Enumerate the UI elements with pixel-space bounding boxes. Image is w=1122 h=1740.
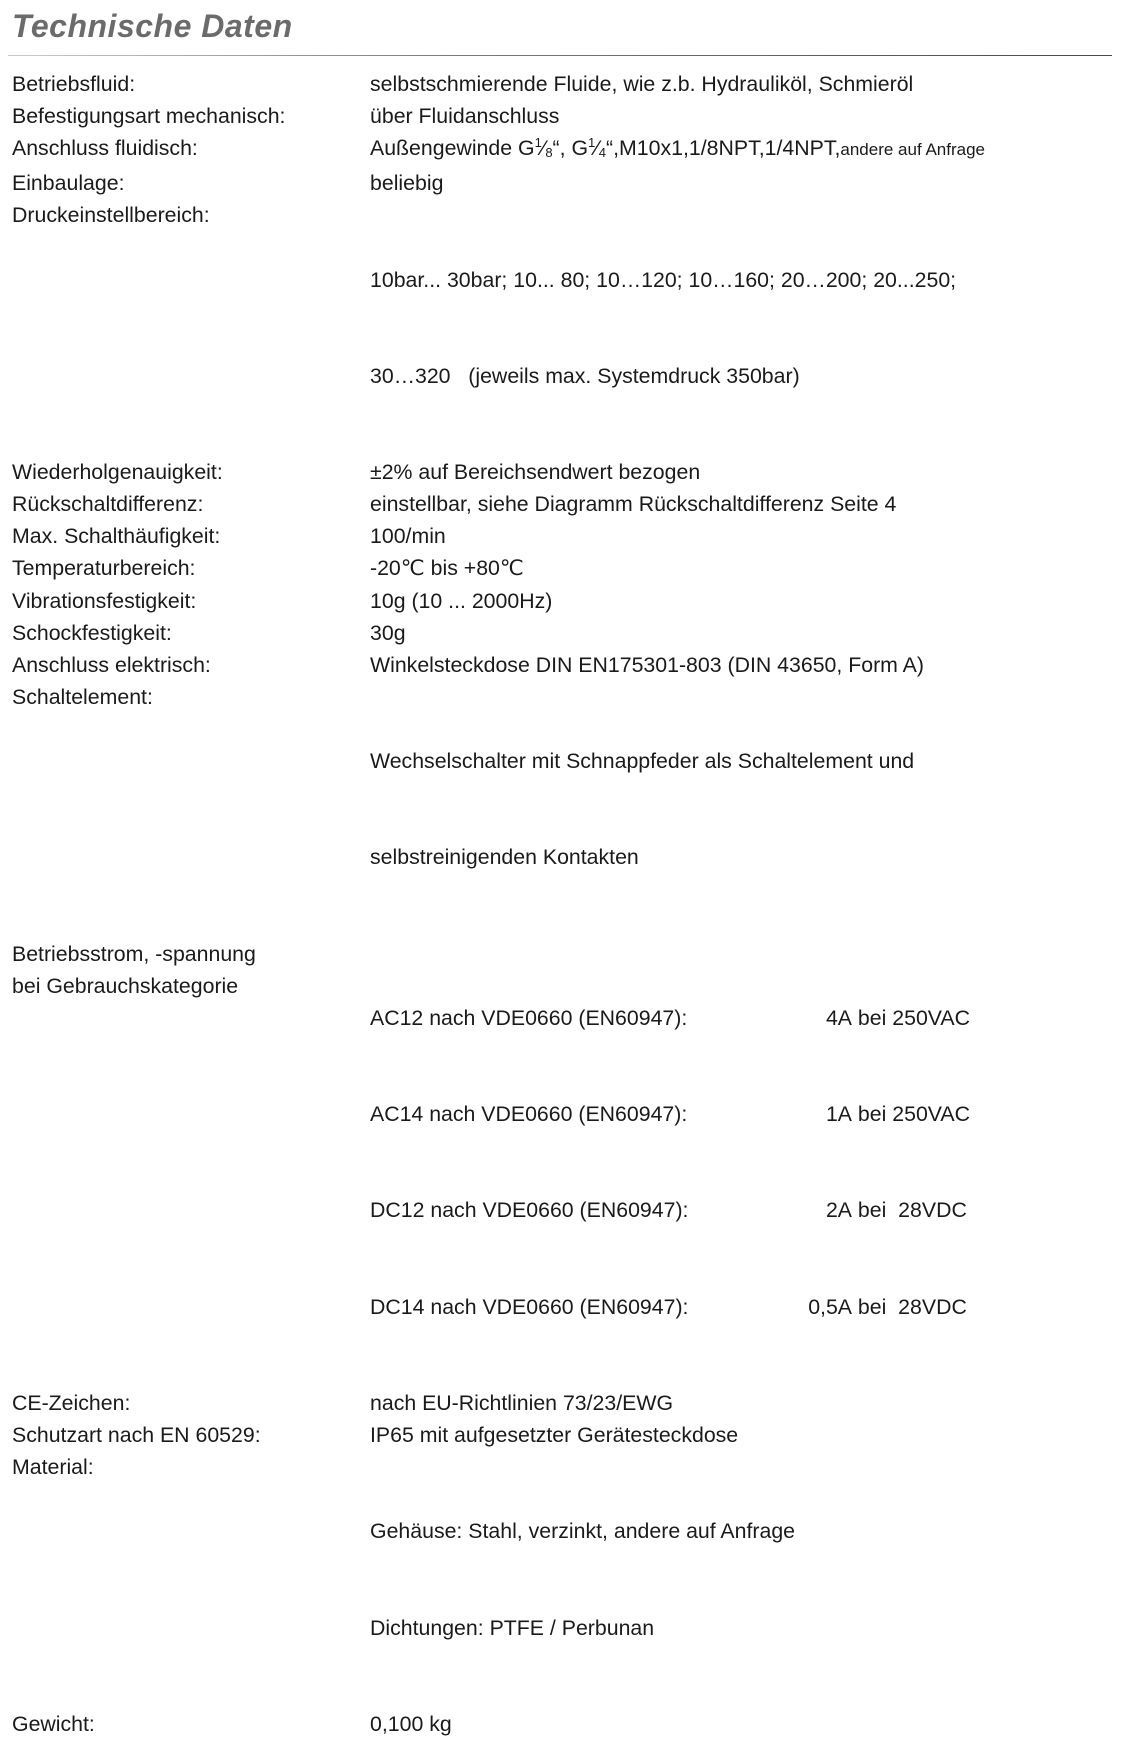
spec-row-vibrationsfestigkeit xyxy=(12,585,1120,617)
rated-current: 2A xyxy=(825,1198,852,1223)
spec-row-schockfestigkeit xyxy=(12,617,1120,649)
usage-category: DC14 nach VDE0660 (EN60947): xyxy=(370,1294,689,1319)
spec-value-line: 10bar... 30bar; 10... 80; 10…120; 10…160; 20…200; 20...250; xyxy=(370,267,957,292)
fraction-numerator: 1 xyxy=(588,135,596,151)
rated-current: 4A xyxy=(825,1005,852,1030)
spec-value-line: 30…320 (jeweils max. Systemdruck 350bar) xyxy=(370,363,800,388)
fraction-one-eighth: $^1$⁄8 xyxy=(534,135,553,161)
spec-label: Druckeinstellbereich: xyxy=(12,203,210,228)
spec-row-schalthaeufigkeit xyxy=(12,520,1120,552)
spec-row-betriebsfluid xyxy=(12,68,1120,100)
spec-label: Vibrationsfestigkeit: xyxy=(12,588,197,613)
spec-row-material xyxy=(12,1451,1120,1708)
spec-value-line: Dichtungen: PTFE / Perbunan xyxy=(370,1615,655,1640)
spec-row-rueckschaltdifferenz xyxy=(12,488,1120,520)
spec-row-befestigung xyxy=(12,100,1120,132)
spec-row-temperaturbereich xyxy=(12,552,1120,584)
spec-value xyxy=(370,681,1120,938)
spec-label: Schutzart nach EN 60529: xyxy=(12,1422,261,1447)
spec-value-line: Wechselschalter mit Schnappfeder als Schaltelement und xyxy=(370,748,915,773)
rated-voltage: bei 28VDC xyxy=(852,1198,967,1223)
current-rating-row xyxy=(370,1291,1120,1323)
spec-row-ce-zeichen xyxy=(12,1387,1120,1419)
spec-label: Rückschaltdifferenz: xyxy=(12,492,204,517)
spec-label: Schaltelement: xyxy=(12,684,153,709)
spec-value xyxy=(370,1451,1120,1708)
spec-value: einstellbar, siehe Diagramm Rückschaltdifferenz Seite 4 xyxy=(370,492,897,517)
spec-value: nach EU-Richtlinien 73/23/EWG xyxy=(370,1390,674,1415)
spec-row-betriebsstrom xyxy=(12,938,1120,1387)
spec-value: Winkelsteckdose DIN EN175301-803 (DIN 43650, Form A) xyxy=(370,652,924,677)
rated-voltage: bei 250VAC xyxy=(852,1005,970,1030)
spec-value: beliebig xyxy=(370,171,444,196)
spec-label: Max. Schalthäufigkeit: xyxy=(12,524,221,549)
usage-category: AC14 nach VDE0660 (EN60947): xyxy=(370,1102,688,1126)
spec-row-schutzart xyxy=(12,1419,1120,1451)
title-divider xyxy=(8,55,1112,56)
thread-prefix: Außengewinde G xyxy=(370,136,535,161)
spec-value: 30g xyxy=(370,620,406,645)
rated-voltage: bei 28VDC xyxy=(852,1294,967,1319)
fraction-denominator: 8 xyxy=(545,145,553,161)
spec-label: Temperaturbereich: xyxy=(12,556,196,581)
spec-value: über Fluidanschluss xyxy=(370,104,560,129)
spec-row-schaltelement xyxy=(12,681,1120,938)
spec-label: Anschluss elektrisch: xyxy=(12,652,211,677)
usage-category: DC12 nach VDE0660 (EN60947): xyxy=(370,1198,689,1223)
spec-row-wiederholgenauigkeit xyxy=(12,456,1120,488)
fraction-numerator: 1 xyxy=(534,135,542,151)
spec-value: 100/min xyxy=(370,524,446,549)
current-rating-row xyxy=(370,1194,1120,1226)
spec-value: 10g (10 ... 2000Hz) xyxy=(370,588,553,613)
page-title: Technische Daten xyxy=(12,8,293,44)
spec-label: Material: xyxy=(12,1455,94,1480)
spec-value-line: Gehäuse: Stahl, verzinkt, andere auf Anfrage xyxy=(370,1519,796,1544)
fraction-denominator: 4 xyxy=(598,145,607,161)
spec-row-gewicht xyxy=(12,1708,1120,1740)
spec-value xyxy=(370,199,1120,456)
thread-list: “,M10x1,1/8NPT,1/4NPT, xyxy=(606,136,841,161)
spec-value: 0,100 kg xyxy=(370,1711,452,1736)
current-rating-row xyxy=(370,1002,1120,1034)
spec-row-druckeinstellbereich xyxy=(12,199,1120,456)
spec-label: CE-Zeichen: xyxy=(12,1390,131,1415)
spec-row-einbaulage xyxy=(12,167,1120,199)
spec-value xyxy=(370,132,1120,167)
spec-value-line: selbstreinigenden Kontakten xyxy=(370,845,639,870)
fraction-one-quarter: $^1$⁄4 xyxy=(588,135,607,161)
spec-label: Einbaulage: xyxy=(12,171,125,196)
spec-label-line: bei Gebrauchskategorie xyxy=(12,973,239,998)
spec-value: ±2% auf Bereichsendwert bezogen xyxy=(370,460,701,485)
spec-value: selbstschmierende Fluide, wie z.b. Hydrauliköl, Schmieröl xyxy=(370,72,914,96)
spec-label: Schockfestigkeit: xyxy=(12,620,172,645)
spec-value xyxy=(370,938,1120,1387)
spec-row-anschluss-fluidisch xyxy=(12,132,1120,167)
rated-current: 1A xyxy=(825,1102,852,1126)
spec-label-line: Betriebsstrom, -spannung xyxy=(12,941,256,966)
spec-label: Gewicht: xyxy=(12,1711,95,1736)
usage-category: AC12 nach VDE0660 (EN60947): xyxy=(370,1005,688,1030)
spec-label: Anschluss fluidisch: xyxy=(12,136,198,161)
rated-voltage: bei 250VAC xyxy=(852,1102,970,1126)
spec-value: -20℃ bis +80℃ xyxy=(370,556,524,581)
spec-value: IP65 mit aufgesetzter Gerätesteckdose xyxy=(370,1422,739,1447)
current-rating-row xyxy=(370,1098,1120,1130)
spec-table xyxy=(12,68,1120,1740)
spec-row-anschluss-elektrisch xyxy=(12,649,1120,681)
spec-label: Wiederholgenauigkeit: xyxy=(12,460,223,485)
thread-separator: “, G xyxy=(552,136,589,161)
spec-label xyxy=(12,938,370,1387)
spec-label: Betriebsfluid: xyxy=(12,72,136,96)
thread-note: andere auf Anfrage xyxy=(840,140,986,160)
spec-label: Befestigungsart mechanisch: xyxy=(12,104,286,129)
rated-current: 0,5A xyxy=(808,1294,852,1319)
